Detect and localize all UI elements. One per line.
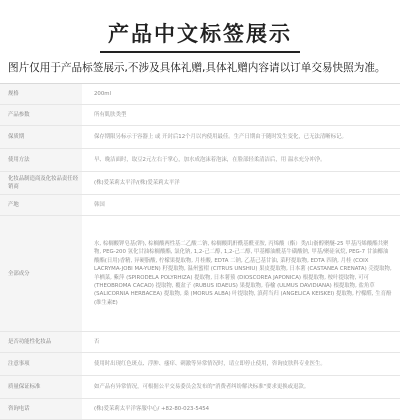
- row-value: 如产品有异常情况，可根据公平交易委员会发布的"消费者纠纷解决标准"要求更换或退款。: [94, 383, 310, 390]
- table-row-contact: [0, 399, 400, 420]
- table-row-shelf-life: [0, 126, 400, 149]
- disclaimer-notice: 图片仅用于产品标签展示,不涉及具体礼赠,具体礼赠内容请以订单交易快照为准。: [8, 62, 386, 74]
- row-label: 产品参数: [0, 105, 82, 125]
- row-label: 产地: [0, 195, 82, 215]
- row-label: 化妆品制造商及化妆品责任经销商: [0, 172, 82, 194]
- row-label: 使用方法: [0, 149, 82, 171]
- row-label: 全部成分: [0, 216, 82, 331]
- title-underline: [100, 51, 300, 53]
- row-value: 否: [94, 338, 100, 345]
- table-row-usage: [0, 149, 400, 172]
- row-value: 韩国: [94, 201, 105, 208]
- table-row-origin: [0, 195, 400, 216]
- row-value: 200ml: [94, 90, 112, 97]
- row-label: 是否功能性化妆品: [0, 332, 82, 352]
- table-row-params: [0, 105, 400, 126]
- row-label: 咨询电话: [0, 399, 82, 419]
- row-label: 质量保证标准: [0, 376, 82, 398]
- table-row-precautions: [0, 353, 400, 376]
- table-row-quality: [0, 376, 400, 399]
- row-value: 早、晚洁面时，取豆2元左右于掌心，加水成泡沫着泡沫，在脸部轻柔清洁后，用 温水充分冲净。: [94, 156, 326, 163]
- table-row-manufacturer: [0, 172, 400, 195]
- row-value: 保存期限另标示于容器上 或 开封后12个月以内使用最佳。生产日期由于随时发生变化，已无法清晰标记。: [94, 133, 347, 140]
- row-value: (株)爱茉莉太平洋/(株)爱茉莉太平洋: [94, 179, 180, 186]
- row-label: 注意事项: [0, 353, 82, 375]
- row-label: 保质期: [0, 126, 82, 148]
- row-label: 规格: [0, 84, 82, 104]
- row-value: (株)爱茉莉太平洋客服中心/ +82-80-023-5454: [94, 405, 210, 412]
- table-row-functional: [0, 332, 400, 353]
- product-info-table: [0, 83, 400, 420]
- row-value: 使用时出现红色斑点、浮肿、瘙痒、刺激等异常情况时，请立即停止使用，咨询皮肤科专业医生。: [94, 360, 326, 367]
- page-title: 产品中文标签展示: [108, 22, 292, 46]
- table-row-ingredients: [0, 216, 400, 332]
- row-value: 所有肌肤类型: [94, 111, 127, 118]
- table-row-spec: [0, 84, 400, 105]
- row-value: 水, 棕榈酸钾皂基(钾), 棕榈酸两性基二乙酸二钠, 棕榈酸肌酐酰基酰亚胺, 丙烯酸（酯）类/山嵛醇聚醚-25 甲基丙烯酸酯共聚物, PEG-200 氢化甘油棕榈酸酯, 氯化钠, 1,2-己二醇, 1,2-己二醇, 甲基椰油酰基牛磺酸钠, 甲基/聚硅氧烷, PEG-7 甘油椰油酸酯(日用)香精, 异硬脂酸, 柠檬果提取物, 月桂酸, EDTA 二钠, 乙基己基甘油, 菜籽提取物, EDTA 四钠, 月桂 (COIX LACRYMA-JOBI MA-YUEN) 籽提取物, 温州蜜柑 (CITRUS UNSHIU) 果皮提取物, 日本薯 (CASTANEA CRENATA) 壳提取物, 羊栖菜, 紫萍 (SPIRODELA POLYRHIZA) 提取物, 日本薯蓣 (DIOSCOREA JAPONICA) 根提取物, 桉叶提取物, 可可 (THEOBROMA CACAO) 提取物, 覆盆子 (RUBUS IDAEUS) 果提取物, 春榆 (ULMUS DAVIDIANA) 根提取物, 盐角草 (SALICORNIA HERBACEA) 提取物, 桑 (MORUS ALBA) 叶提取物, 滇荷当归 (ANGELICA KEISKEI) 提取物, 柠檬醛, 生育酚(维生素E): [94, 240, 392, 306]
